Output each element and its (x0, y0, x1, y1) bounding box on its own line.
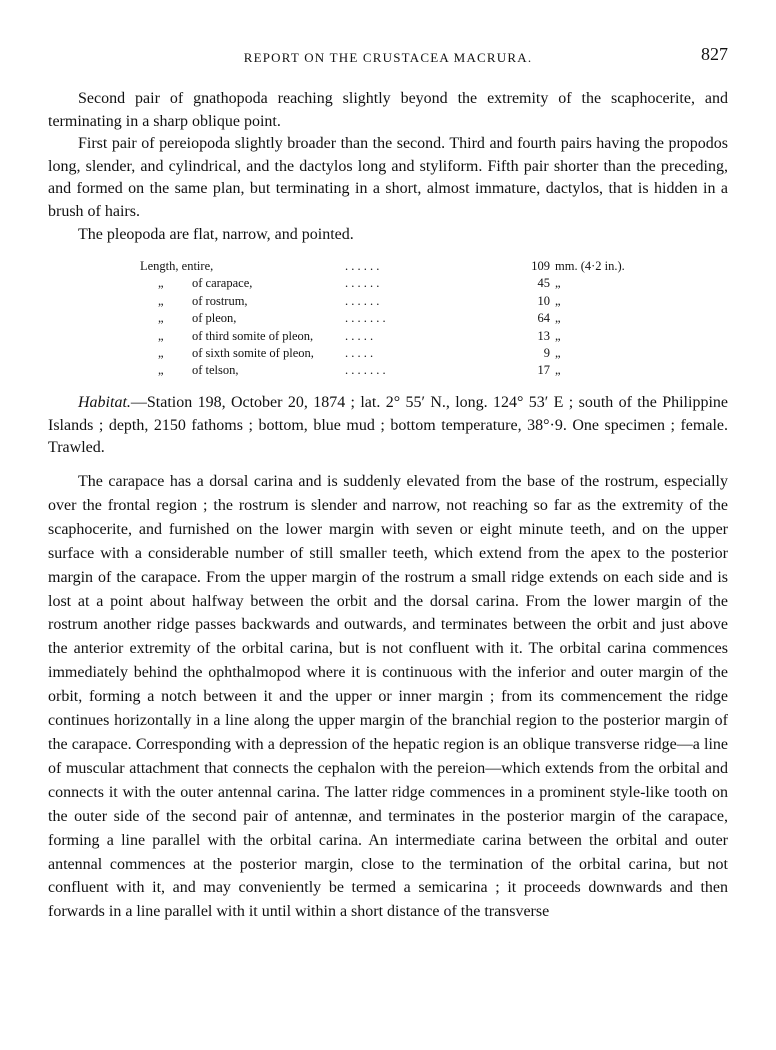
measurement-row (140, 293, 660, 310)
measurement-row (140, 345, 660, 362)
measurement-label: of sixth somite of pleon, (192, 345, 314, 360)
measurement-label: of rostrum, (192, 293, 248, 308)
ditto-mark: „ (158, 328, 164, 343)
measurement-label: of third somite of pleon, (192, 328, 314, 343)
page-header (48, 44, 728, 68)
leader-dots: . . . . . . (345, 293, 380, 308)
measurement-label: of carapace, (192, 276, 253, 291)
measurement-unit: „ (555, 276, 561, 291)
measurement-value: 45 (537, 276, 550, 291)
ditto-mark: „ (158, 363, 164, 378)
measurement-value: 109 (531, 259, 550, 273)
habitat-text: —Station 198, October 20, 1874 ; lat. 2° 55′ N., long. 124° 53′ E ; south of the Philippine Islands ; depth, 2150 fathoms ; bottom, blue mud ; bottom temperature, 38°·9. One specimen ; female. Trawled. (48, 394, 728, 457)
measurement-row (140, 310, 660, 327)
habitat-paragraph (48, 392, 728, 460)
ditto-mark: „ (158, 311, 164, 326)
measurement-unit: „ (555, 293, 561, 308)
paragraph-pleopoda: The pleopoda are flat, narrow, and pointed. (78, 226, 354, 243)
ditto-mark: „ (158, 276, 164, 291)
measurement-label: Length, entire, (140, 259, 214, 273)
measurement-unit: „ (555, 345, 561, 360)
measurement-unit: „ (555, 311, 561, 326)
measurement-unit: „ (555, 328, 561, 343)
leader-dots: . . . . . . (345, 259, 380, 273)
measurement-unit: mm. (4·2 in.). (555, 259, 625, 273)
measurement-value: 10 (537, 293, 550, 308)
page-number: 827 (701, 44, 728, 64)
measurement-row (140, 328, 660, 345)
measurement-value: 13 (537, 328, 550, 343)
leader-dots: . . . . . . (345, 276, 380, 291)
measurement-value: 17 (537, 363, 550, 378)
ditto-mark: „ (158, 345, 164, 360)
paragraph-gnathopoda: Second pair of gnathopoda reaching slightly beyond the extremity of the scaphocerite, and terminating in a sharp oblique point. (48, 90, 728, 130)
measurement-label: of telson, (192, 363, 239, 378)
leader-dots: . . . . . (345, 328, 374, 343)
habitat-label: Habitat. (78, 394, 131, 411)
measurement-label: of pleon, (192, 311, 237, 326)
measurement-value: 64 (537, 311, 550, 326)
measurement-row (140, 258, 660, 275)
paragraph-description: The carapace has a dorsal carina and is suddenly elevated from the base of the rostrum, especially over the frontal region ; the rostrum is slender and narrow, not reaching so far as the extremity of the scaphocerite, and furnished on the lower margin with seven or eight minute teeth, and on the upper surface with a considerable number of still smaller teeth, which extend from the apex to the posterior margin of the carapace. From the upper margin of the rostrum a small ridge extends on each side and is lost at a point about halfway between the orbit and the dorsal carina. From the lower margin of the rostrum another ridge passes backwards and outwards, and terminates between the orbit and just above the anterior extremity of the orbital carina, but is not confluent with it. The orbital carina commences immediately behind the ophthalmopod where it is continuous with the inferior and outer margin of the orbit, forming a notch between it and the upper or inner margin ; from its commencement the ridge continues horizontally in a line along the upper margin of the branchial region to the posterior margin of the carapace. Corresponding with a depression of the hepatic region is an oblique transverse ridge—a line of muscular attachment that connects the cephalon with the pereion—which extends from the orbital and connects it with the outer antennal carina. The latter ridge commences in a prominent style-like tooth on the outer side of the second pair of antennæ, and terminates in the posterior margin of the carapace, forming a line parallel with the orbital carina. An intermediate carina between the orbital and outer antennal commences at the posterior margin, close to the termination of the orbital carina, but not confluent with it, and may conveniently be termed a semicarina ; it proceeds downwards and then forwards in a line parallel with it until within a short distance of the transverse (48, 473, 728, 921)
leader-dots: . . . . . . . (345, 363, 386, 378)
measurement-row (140, 362, 660, 379)
measurement-value: 9 (543, 345, 550, 360)
running-head: REPORT ON THE CRUSTACEA MACRURA. (243, 50, 533, 65)
measurement-unit: „ (555, 363, 561, 378)
measurements-table (140, 258, 660, 380)
ditto-mark: „ (158, 293, 164, 308)
measurement-row (140, 275, 660, 292)
leader-dots: . . . . . . . (345, 311, 386, 326)
leader-dots: . . . . . (345, 345, 374, 360)
paragraph-pereiopoda: First pair of pereiopoda slightly broader than the second. Third and fourth pairs having the propodos long, slender, and cylindrical, and the dactylos long and styliform. Fifth pair shorter than the preceding, and formed on the same plan, but terminating in a short, almost immature, dactylos, that is hidden in a brush of hairs. (48, 135, 728, 220)
